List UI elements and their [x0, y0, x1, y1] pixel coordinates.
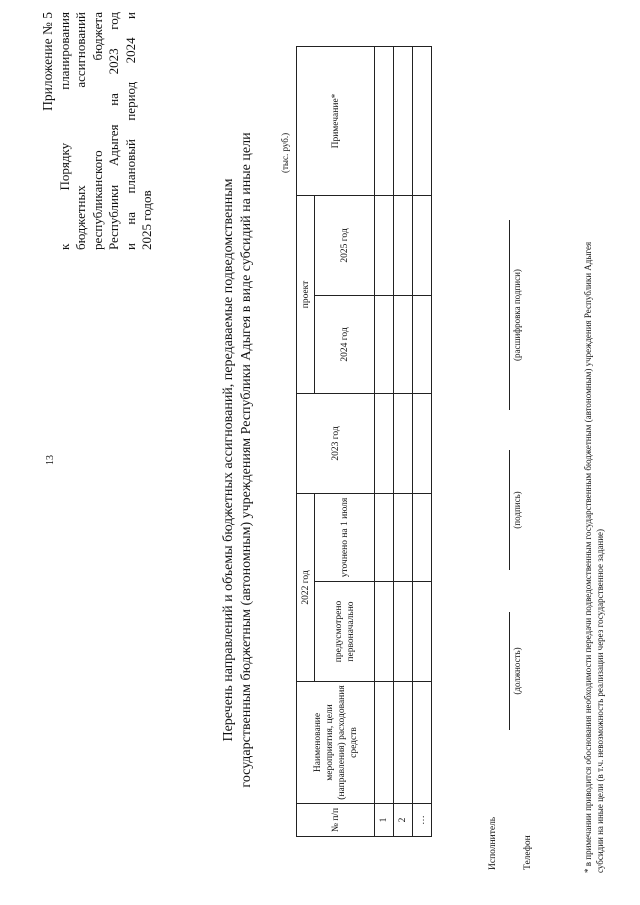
header-number: № п/п [297, 804, 375, 837]
header-2025: 2025 год [315, 195, 375, 295]
header-activity: Наименование мероприятия, цели (направления) расходования средств [297, 682, 375, 804]
table-row [375, 46, 394, 836]
appendix-line: бюджетных ассигнований [73, 12, 88, 250]
sign-caption: (подпись) [512, 491, 522, 529]
footnote-line-2: субсидии на иные цели (в т.ч. невозможность реализации через государственное задание) [594, 528, 605, 873]
page-number: 13 [45, 455, 56, 465]
document-title [220, 110, 256, 810]
title-line-1: Перечень направлений и объемы бюджетных ассигнований, передаваемые подведомственным [221, 178, 236, 742]
decoding-caption: (расшифровка подписи) [512, 269, 522, 361]
table-row [394, 46, 413, 836]
table-row [413, 46, 432, 836]
header-2023: 2023 год [297, 393, 375, 493]
row-number: … [413, 804, 432, 837]
appendix-line: и на плановый период 2024 и [122, 12, 138, 250]
appendix-line: республиканского бюджета [89, 12, 105, 250]
appendix-title: Приложение № 5 [40, 12, 55, 111]
header-updated: уточнено на 1 июля [315, 493, 375, 581]
row-number: 2 [394, 804, 413, 837]
row-number: 1 [375, 804, 394, 837]
decoding-line [509, 220, 510, 410]
appendix-line: Республики Адыгея на 2023 год [106, 12, 121, 250]
phone-label: Телефон [523, 835, 533, 870]
footnote-line-1: * в примечании приводится обоснования необходимости передачи подведомственным государственным бюджетным (автономным) учреждения Республики Адыгея [583, 241, 593, 873]
sign-line [509, 450, 510, 570]
header-planned: предусмотрено первоначально [315, 582, 375, 682]
appendix-header [40, 12, 156, 250]
footnote [583, 43, 606, 873]
position-caption: (должность) [512, 647, 522, 695]
header-project: проект [297, 195, 315, 393]
appendix-line: 2025 годов [139, 190, 154, 250]
budget-table [296, 46, 432, 837]
executor-label: Исполнитель [488, 816, 498, 870]
header-note: Примечание* [297, 46, 375, 195]
units-label: (тыс. руб.) [280, 132, 290, 173]
title-line-2: государственным бюджетным (автономным) учреждениям Республики Адыгея в виде субсидий на иные цели [239, 132, 254, 788]
appendix-line: к Порядку планирования [56, 12, 72, 250]
header-2024: 2024 год [315, 295, 375, 393]
position-line [509, 612, 510, 730]
header-2022: 2022 год [297, 493, 315, 681]
